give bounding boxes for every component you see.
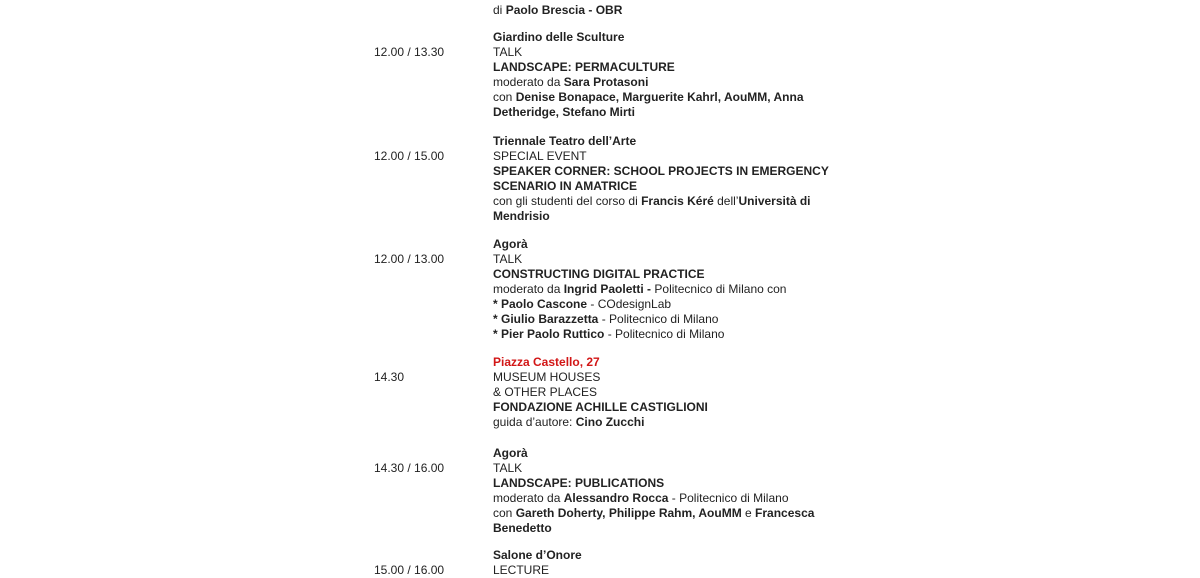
emphasis-text: LANDSCAPE: PUBLICATIONS: [493, 476, 665, 490]
emphasis-text: SCENARIO IN AMATRICE: [493, 179, 637, 193]
emphasis-text: Gareth Doherty, Philippe Rahm, AouMM: [515, 506, 742, 520]
plain-text: moderato da: [493, 491, 564, 505]
event-line: [493, 415, 833, 430]
plain-text: - Politecnico di Milano: [598, 312, 719, 326]
emphasis-text: Benedetto: [493, 521, 552, 535]
plain-text: dell’: [713, 194, 739, 208]
event-time: 12.00 / 13.30: [374, 45, 445, 59]
event-line: [493, 45, 833, 60]
plain-text: - COdesignLab: [587, 297, 672, 311]
event-line: [493, 297, 833, 312]
plain-text: con: [493, 90, 516, 104]
event-line: [493, 327, 833, 342]
emphasis-text: Ingrid Paoletti -: [563, 282, 652, 296]
event-line: [493, 461, 833, 476]
emphasis-text: * Paolo Cascone: [493, 297, 588, 311]
plain-text: & OTHER PLACES: [493, 385, 598, 399]
plain-text: MUSEUM HOUSES: [493, 370, 601, 384]
event-line: [493, 370, 833, 385]
event-time: 14.30: [374, 370, 405, 384]
emphasis-text: FONDAZIONE ACHILLE CASTIGLIONI: [493, 400, 708, 414]
plain-text: - Politecnico di Milano: [604, 327, 725, 341]
event-line: [493, 267, 833, 282]
event-details: [493, 237, 833, 342]
event-line: [493, 563, 833, 578]
event-line: [493, 252, 833, 267]
plain-text: TALK: [493, 252, 523, 266]
event-line: [493, 446, 833, 461]
plain-text: LECTURE: [493, 563, 550, 577]
event-line: [493, 521, 833, 536]
emphasis-text: Francis Kéré: [641, 194, 714, 208]
event-line: [493, 30, 833, 45]
event-time: 15.00 / 16.00: [374, 563, 445, 577]
emphasis-text: * Pier Paolo Ruttico: [493, 327, 605, 341]
event-line: [493, 355, 833, 370]
emphasis-text: Mendrisio: [493, 209, 550, 223]
emphasis-text: Sara Protasoni: [563, 75, 649, 89]
emphasis-text: Francesca: [755, 506, 815, 520]
event-line: [493, 506, 833, 521]
event-line: [493, 194, 833, 209]
event-line: [493, 476, 833, 491]
event-line: [493, 491, 833, 506]
event-line: [493, 105, 833, 120]
intro-firm: - OBR: [585, 3, 623, 17]
event-line: [493, 90, 833, 105]
event-line: [493, 149, 833, 164]
event-time: 12.00 / 15.00: [374, 149, 445, 163]
emphasis-text: Triennale Teatro dell’Arte: [493, 134, 637, 148]
plain-text: guida d’autore:: [493, 415, 576, 429]
event-line: [493, 282, 833, 297]
event-line: [493, 385, 833, 400]
emphasis-text: Alessandro Rocca: [563, 491, 669, 505]
event-line: [493, 60, 833, 75]
event-details: [493, 446, 833, 536]
intro-credit: [493, 3, 833, 18]
event-line: [493, 312, 833, 327]
plain-text: con gli studenti del corso di: [493, 194, 642, 208]
plain-text: e: [741, 506, 756, 520]
event-line: [493, 400, 833, 415]
event-line: [493, 548, 833, 563]
emphasis-text: CONSTRUCTING DIGITAL PRACTICE: [493, 267, 705, 281]
emphasis-text: Università di: [738, 194, 811, 208]
event-time: 12.00 / 13.00: [374, 252, 445, 266]
event-line: [493, 209, 833, 224]
emphasis-text: LANDSCAPE: PERMACULTURE: [493, 60, 675, 74]
plain-text: - Politecnico di Milano: [668, 491, 789, 505]
emphasis-text: Salone d’Onore: [493, 548, 582, 562]
event-line: [493, 75, 833, 90]
emphasis-text: Agorà: [493, 237, 528, 251]
intro-line: [493, 3, 833, 18]
event-details: [493, 134, 833, 224]
plain-text: TALK: [493, 45, 523, 59]
intro-author: Paolo Brescia: [505, 3, 586, 17]
plain-text: con: [493, 506, 516, 520]
plain-text: moderato da: [493, 75, 564, 89]
event-line: [493, 237, 833, 252]
plain-text: Politecnico di Milano con: [651, 282, 787, 296]
event-line: [493, 164, 833, 179]
intro-prefix: di: [493, 3, 506, 17]
venue-highlight: Piazza Castello, 27: [493, 355, 600, 369]
event-details: [493, 548, 833, 578]
event-time: 14.30 / 16.00: [374, 461, 445, 475]
emphasis-text: Giardino delle Sculture: [493, 30, 625, 44]
plain-text: SPECIAL EVENT: [493, 149, 587, 163]
emphasis-text: Agorà: [493, 446, 528, 460]
emphasis-text: Detheridge, Stefano Mirti: [493, 105, 636, 119]
plain-text: TALK: [493, 461, 523, 475]
emphasis-text: SPEAKER CORNER: SCHOOL PROJECTS IN EMERGENCY: [493, 164, 829, 178]
event-line: [493, 179, 833, 194]
event-line: [493, 134, 833, 149]
emphasis-text: Denise Bonapace, Marguerite Kahrl, AouMM, Anna: [515, 90, 804, 104]
event-details: [493, 30, 833, 120]
event-details: [493, 355, 833, 430]
plain-text: moderato da: [493, 282, 564, 296]
emphasis-text: Cino Zucchi: [575, 415, 645, 429]
emphasis-text: * Giulio Barazzetta: [493, 312, 599, 326]
